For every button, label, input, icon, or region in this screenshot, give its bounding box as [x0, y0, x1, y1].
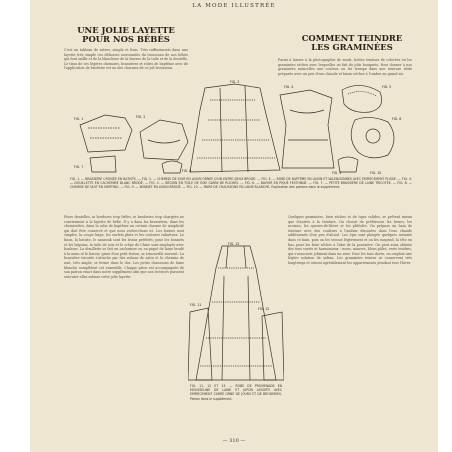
- running-head: LA MODE ILLUSTRÉE: [192, 3, 276, 9]
- fig-label-4: FIG. 4: [284, 85, 294, 89]
- fig-label-9: FIG. 9: [332, 171, 342, 175]
- bib-drawing: [351, 117, 394, 157]
- right-body-text: Quelques graminées, bien sèches et de tiges solides, se prêtent mieux que d'autres à la teinture. On choisit de préférence les brizes, les avoines, les queues-de-lièvre et les phléoles. On prépare un bain de teinture avec des couleurs à l'aniline dissoutes dans l'eau chaude additionnée d'un peu d'alcool. Les épis sont plongés quelques instants dans ce bain, puis on les secoue légèrement et on les suspend, la tête en bas, pour les faire sécher à l'abri de la poussière. On peut ainsi obtenir des tons variés et harmonieux : roses, mauves, bleus pâles, verts tendres, qui s'associent joliment dans un vase. Pour les tons dorés, on emploie une légère solution de safran. Les graminées teintes se conservent très longtemps et ornent agréablement les appartements pendant tout l'hiver.: [288, 215, 412, 265]
- fig-label-13: FIG. 13: [228, 242, 240, 246]
- left-body-text: Fines dentelles, ni bordures trop frêles, ni broderies trop chargées ne conviennent à la layette de bébé. Il y a dans les brassières, dans les chemisettes, dans la robe de baptême un certain charme de simplicité qui doit être conservé et que nous recherchons ici. Les formes sont simples, la coupe large, les ourlets plats et les coutures rabattues. Le linon, la batiste, le nansouk sont les tissus préférés; pour les bonnets et les béguins, la toile de soie et le crêpe de Chine sont employés avec bonheur. La douillette se fait en cachemire ou en piqué de laine brodé à la main et le bavoir, garni d'un petit feston, se renouvelle souvent. La brassière tricotée s'attache par des rubans de satin et la chemise de nuit, très ample, se ferme dans le dos. Les petits chaussons de laine blanche complètent cet ensemble. Chaque pièce est accompagnée de son patron exact dans notre supplément afin que nos lectrices puissent exécuter elles-mêmes cette jolie layette.: [64, 215, 184, 279]
- bootee-drawing: [338, 157, 358, 172]
- left-article-title: [70, 26, 182, 44]
- fig-label-11: FIG. 11: [190, 303, 202, 307]
- left-article-intro: C'est un tableau de mères, simple et frais. Très raffinements dans une layette très simple ces délicates nouveautés du trousseau de nos bébés qui font saillir et de la blancheur de la finesse de la toile et de la dentelle. Le tissu de ces légères chemises, brassières et robes de baptême avec de l'application de broderie est un des charmes de ce joli trousseau.: [64, 48, 188, 71]
- magazine-page: [30, 0, 438, 452]
- right-article-intro: Parmi à laisser à la photographie de mode, bottes tendues de colorées en les graminées sèches avec lesquelles on fait de jolis bouquets. Pour donner à nos graminées naturelles une couleur, on les trempe dans une teinture tiède préparée avec un peu d'eau chaude et laisse sécher à l'ombre au grand air.: [278, 58, 412, 76]
- bottom-figure-caption: FIG. 11, 12 ET 13. — ROBE DE PROMENADE EN MOUSSELINE DE LAINE ET JUPON ASSORTI AVEC EMPIÈCEMENT CARRÉ ORNÉ DE JOURS ET DE BRODERIES. Patron dans le supplément.: [190, 384, 282, 401]
- left-title-line-1: UNE JOLIE LAYETTE: [77, 25, 175, 35]
- layette-illustration: [70, 80, 412, 175]
- christening-gown-drawing: [190, 84, 280, 172]
- douillette-drawing: [280, 90, 334, 168]
- right-article-title: [292, 34, 412, 52]
- brassiere-drawing: [80, 115, 132, 152]
- fig-label-12: FIG. 12: [258, 307, 270, 311]
- fig-label-8: FIG. 8: [182, 169, 192, 173]
- fig-label-5: FIG. 5: [382, 85, 392, 89]
- page-number: — 310 —: [222, 438, 246, 444]
- right-title-line-1: COMMENT TEINDRE: [301, 33, 403, 43]
- fig-label-1: FIG. 1: [74, 117, 84, 121]
- fig-label-2: FIG. 2: [136, 115, 146, 119]
- left-title-line-2: POUR NOS BÉBÉS: [82, 34, 170, 44]
- dress-illustration: [188, 242, 284, 382]
- right-title-line-2: LES GRAMINÉES: [311, 42, 393, 52]
- petticoat-drawing: [188, 308, 212, 380]
- fig-label-7: FIG. 7: [74, 165, 84, 169]
- fig-label-10: FIG. 10: [370, 171, 382, 175]
- chemise-drawing: [140, 120, 188, 160]
- top-figure-caption: FIG. 1. — BRASSIÈRE CROISÉE EN BATISTE. — FIG. 2. — CHEMISE DE JOUR EN LINON ORNÉE D'UN ENTRE-DEUX BRODÉ. — FIG. 3. — ROBE DE BAPTÊME EN LINON ET VALENCIENNES AVEC EMPIÈCEMENT PLISSÉ. — FIG. 4. — DOUILLETTE EN CACHEMIRE BLANC BRODÉ. — FIG. 5. — BÉGUIN EN TOILE DE SOIE GARNI DE RUCHÉS. — FIG. 6. — BAVOIR EN PIQUÉ FESTONNÉ. — FIG. 7. — PETITE BRASSIÈRE DE LAINE TRICOTÉE. — FIG. 8. — CHEMISE DE NUIT EN SHIRTING. — FIG. 9. — BONNET EN LINON BRODÉ. — FIG. 10. — PAIRE DE CHAUSSONS EN LAINE BLANCHE. Explication des patrons dans le supplément.: [70, 177, 412, 190]
- fig-label-6: FIG. 6: [392, 117, 402, 121]
- fig-label-3: FIG. 3: [230, 80, 240, 84]
- bonnet-drawing: [342, 85, 382, 112]
- small-garment-drawing: [90, 156, 116, 172]
